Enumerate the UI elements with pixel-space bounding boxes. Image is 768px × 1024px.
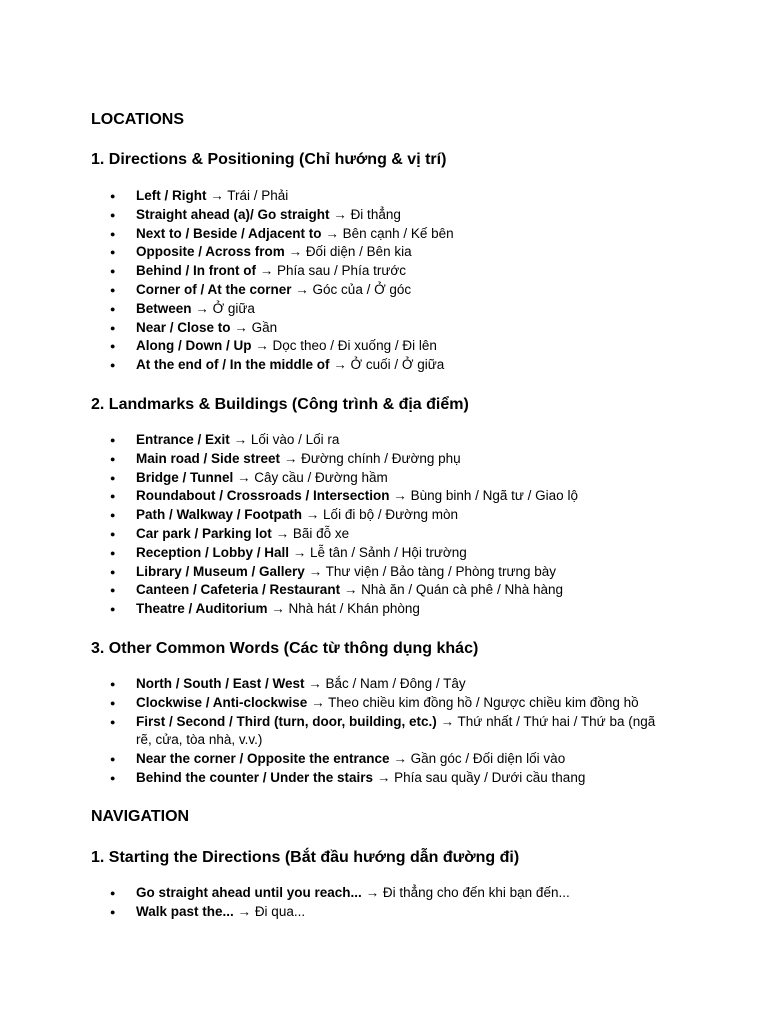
arrow-icon: → (393, 488, 407, 504)
vocab-term: Reception / Lobby / Hall (136, 544, 290, 560)
list-item (110, 581, 670, 600)
list-item (110, 262, 670, 281)
vocab-term: Canteen / Cafeteria / Restaurant (136, 582, 341, 598)
vocab-term: Opposite / Across from (136, 244, 285, 260)
vocab-meaning: Ở cuối / Ở giữa (350, 357, 445, 373)
vocab-term: Clockwise / Anti-clockwise (136, 694, 308, 710)
arrow-icon: → (376, 769, 391, 785)
arrow-icon: → (365, 885, 380, 900)
vocab-term: Behind the counter / Under the stairs (136, 769, 374, 785)
arrow-icon: → (234, 319, 248, 335)
arrow-icon: → (275, 525, 290, 541)
vocab-list-starting-directions (110, 884, 670, 922)
vocab-meaning: Đối diện / Bên kia (305, 244, 412, 260)
section-title-landmarks: 2. Landmarks & Buildings (Công trình & địa điểm) (91, 396, 469, 413)
vocab-meaning: Lễ tân / Sảnh / Hội trường (310, 544, 467, 560)
arrow-icon: → (325, 225, 339, 241)
arrow-icon: → (308, 676, 322, 691)
vocab-meaning: Ở giữa (212, 300, 255, 316)
list-item (110, 469, 670, 488)
vocab-meaning: Bãi đỗ xe (292, 525, 350, 541)
vocab-meaning: Bên cạnh / Kế bên (342, 225, 454, 241)
list-item (110, 694, 670, 713)
arrow-icon: → (333, 206, 347, 222)
vocab-meaning: Nhà hát / Khán phòng (288, 601, 420, 617)
arrow-icon: → (255, 338, 269, 354)
vocab-meaning: Nhà ăn / Quán cà phê / Nhà hàng (361, 582, 563, 598)
list-item (110, 750, 670, 769)
vocab-meaning: Góc của / Ở góc (312, 281, 412, 297)
vocab-term: Between (136, 300, 192, 316)
list-item (110, 525, 670, 544)
vocab-term: Behind / In front of (136, 263, 256, 279)
arrow-icon: → (343, 582, 358, 598)
list-item (110, 884, 670, 903)
list-item (110, 243, 670, 262)
vocab-term: At the end of / In the middle of (136, 357, 330, 373)
list-item (110, 713, 670, 751)
navigation-heading: NAVIGATION (91, 808, 190, 825)
arrow-icon: → (237, 903, 252, 919)
vocab-list-common-words (110, 675, 670, 788)
list-item (110, 225, 670, 244)
vocab-term: Go straight ahead until you reach... (136, 885, 362, 900)
list-item (110, 450, 670, 469)
list-item (110, 337, 670, 356)
vocab-meaning: Đi thẳng cho đến khi bạn đến... (382, 885, 570, 900)
section-title-directions: 1. Directions & Positioning (Chỉ hướng & vị trí) (91, 151, 447, 168)
vocab-meaning: Bắc / Nam / Đông / Tây (325, 676, 466, 691)
arrow-icon: → (283, 450, 298, 466)
vocab-term: First / Second / Third (turn, door, building, etc.) (136, 713, 437, 729)
list-item (110, 487, 670, 506)
vocab-meaning: Theo chiều kim đồng hồ / Ngược chiều kim đồng hồ (328, 694, 639, 710)
list-item (110, 506, 670, 525)
vocab-term: Near the corner / Opposite the entrance (136, 751, 390, 767)
arrow-icon: → (440, 713, 455, 729)
list-item (110, 319, 670, 338)
vocab-meaning: Phía sau quầy / Dưới cầu thang (394, 769, 586, 785)
vocab-term: Corner of / At the corner (136, 281, 292, 297)
vocab-term: Walk past the... (136, 903, 234, 919)
vocab-term: Left / Right (136, 188, 207, 203)
vocab-meaning: Trái / Phải (227, 188, 289, 203)
vocab-term: Bridge / Tunnel (136, 469, 234, 485)
vocab-meaning: Bùng binh / Ngã tư / Giao lộ (410, 488, 578, 504)
arrow-icon: → (271, 601, 285, 617)
arrow-icon: → (259, 263, 274, 279)
vocab-term: Main road / Side street (136, 450, 281, 466)
vocab-meaning: Thư viện / Bảo tàng / Phòng trưng bày (325, 563, 557, 579)
vocab-meaning: Lối vào / Lối ra (250, 432, 340, 447)
list-item (110, 544, 670, 563)
list-item (110, 769, 670, 788)
list-item (110, 600, 670, 619)
list-item (110, 431, 670, 450)
list-item (110, 206, 670, 225)
list-item (110, 187, 670, 206)
vocab-term: Roundabout / Crossroads / Intersection (136, 488, 390, 504)
list-item (110, 675, 670, 694)
vocab-term: Path / Walkway / Footpath (136, 507, 303, 523)
arrow-icon: → (210, 188, 224, 203)
vocab-term: Straight ahead (a)/ Go straight (136, 206, 330, 222)
vocab-meaning: Phía sau / Phía trước (277, 263, 406, 279)
section-title-common-words: 3. Other Common Words (Các từ thông dụng khác) (91, 640, 479, 657)
vocab-term: North / South / East / West (136, 676, 305, 691)
vocab-meaning: Cây cầu / Đường hầm (254, 469, 388, 485)
vocab-list-directions (110, 187, 670, 375)
arrow-icon: → (333, 357, 347, 373)
vocab-term: Car park / Parking lot (136, 525, 272, 541)
vocab-meaning: Dọc theo / Đi xuống / Đi lên (272, 338, 437, 354)
vocab-meaning: Đi thẳng (350, 206, 401, 222)
list-item (110, 300, 670, 319)
vocab-term: Near / Close to (136, 319, 231, 335)
section-title-starting-directions: 1. Starting the Directions (Bắt đầu hướng dẫn đường đi) (91, 849, 520, 866)
arrow-icon: → (308, 563, 323, 579)
vocab-list-landmarks (110, 431, 670, 619)
vocab-meaning: Gần góc / Đối diện lối vào (410, 751, 566, 767)
vocab-term: Library / Museum / Gallery (136, 563, 305, 579)
vocab-term: Theatre / Auditorium (136, 601, 268, 617)
arrow-icon: → (295, 281, 309, 297)
arrow-icon: → (311, 694, 325, 710)
list-item (110, 563, 670, 582)
arrow-icon: → (195, 300, 209, 316)
arrow-icon: → (233, 432, 248, 447)
list-item (110, 281, 670, 300)
vocab-meaning: Đường chính / Đường phụ (301, 450, 461, 466)
arrow-icon: → (393, 751, 407, 767)
locations-heading: LOCATIONS (91, 111, 185, 128)
arrow-icon: → (288, 244, 303, 260)
vocab-term: Entrance / Exit (136, 432, 230, 447)
arrow-icon: → (292, 544, 307, 560)
arrow-icon: → (305, 507, 320, 523)
list-item (110, 356, 670, 375)
vocab-meaning: Thứ nhất / Thứ hai / Thứ ba (ngã rẽ, cửa, tòa nhà, v.v.) (136, 713, 656, 748)
vocab-term: Along / Down / Up (136, 338, 252, 354)
vocab-meaning: Lối đi bộ / Đường mòn (323, 507, 459, 523)
vocab-meaning: Gần (251, 319, 278, 335)
list-item (110, 903, 670, 922)
vocab-term: Next to / Beside / Adjacent to (136, 225, 322, 241)
arrow-icon: → (237, 469, 251, 485)
vocab-meaning: Đi qua... (254, 903, 306, 919)
